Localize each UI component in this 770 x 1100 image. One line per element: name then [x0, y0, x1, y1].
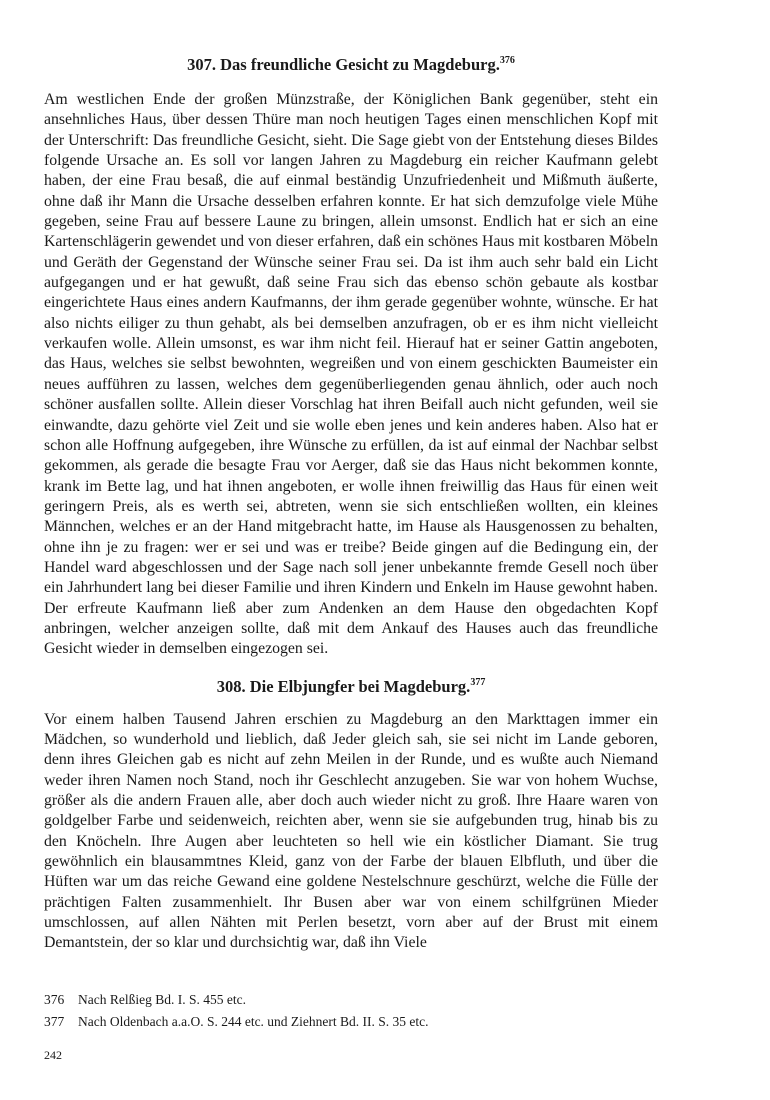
- footnotes: [44, 989, 658, 1033]
- footnote-number: 376: [44, 992, 65, 1007]
- section-title: 307. Das freundliche Gesicht zu Magdeburg.: [187, 55, 500, 74]
- page-number: 242: [44, 1048, 62, 1062]
- footnote-text: Nach Relßieg Bd. I. S. 455 etc.: [78, 992, 246, 1007]
- section-body-308: Vor einem halben Tausend Jahren erschien zu Magdeburg an den Markttagen immer ein Mädchen, so wunderhold und lieblich, daß Jeder gleich sah, sie sei nicht im Lande geboren, denn ihres Gleichen gab es nicht auf zehn Meilen in der Runde, und es wußte auch Niemand weder ihren Namen noch Stand, noch ihr Geschlecht anzugeben. Sie war von hohem Wuchse, größer als die andern Frauen alle, aber doch auch wieder nicht zu groß. Ihre Haare waren von goldgelber Farbe und seidenweich, reichten aber, wenn sie sie aufgebunden trug, hinab bis zu den Knöcheln. Ihre Augen aber leuchteten so hell wie ein köstlicher Diamant. Sie trug gewöhnlich ein blausammtnes Kleid, ganz von der Farbe der blauen Elbfluth, und über die Hüften war um das reiche Gewand eine goldene Nestelschnure geschürzt, welche die Fülle der prächtigen Falten zusammenhielt. Ihr Busen aber war von einem schilfgrünen Mieder umschlossen, auf allen Nähten mit Perlen besetzt, vorn aber auf der Brust mit einem Demantstein, der so klar und durchsichtig war, daß ihn Viele: [44, 710, 658, 952]
- footnote-ref-376[interactable]: 376: [499, 55, 515, 66]
- page-content: [44, 52, 658, 954]
- section-heading-308: [44, 676, 658, 698]
- footnote-text: Nach Oldenbach a.a.O. S. 244 etc. und Ziehnert Bd. II. S. 35 etc.: [78, 1014, 429, 1029]
- section-body-307: Am westlichen Ende der großen Münzstraße, der Königlichen Bank gegenüber, steht ein ansehnliches Haus, über dessen Thüre man noch heutigen Tages einen menschlichen Kopf mit der Unterschrift: Das freundliche Gesicht, sieht. Die Sage giebt von der Entstehung dieses Bildes folgende Ursache an. Es soll vor langen Jahren zu Magdeburg ein reicher Kaufmann gelebt haben, der eine Frau besaß, die auf einmal beständig Unzufriedenheit und Mißmuth äußerte, ohne daß ihr Mann die Ursache desselben erfahren konnte. Er hat sich demzufolge viele Mühe gegeben, seine Frau auf bessere Laune zu bringen, allein umsonst. Endlich hat er sich an eine Kartenschlägerin gewendet und von dieser erfahren, daß ein schönes Haus mit kostbaren Möbeln und Geräth der Gegenstand der Wünsche seiner Frau sei. Da ist ihm auch sehr bald ein Licht aufgegangen und er hat gewußt, daß seine Frau sich das ebenso schön gebaute als kostbar eingerichtete Haus eines andern Kaufmanns, der ihm gerade gegenüber wohnte, wünsche. Er hat also nichts eiliger zu thun gehabt, als bei demselben anzufragen, ob er es ihm nicht vielleicht verkaufen wolle. Allein umsonst, es war ihm nicht feil. Hierauf hat er seiner Gattin angeboten, das Haus, welches sie selbst bewohnten, wegreißen und von einem geschickten Baumeister ein neues aufführen zu lassen, welches dem gegenüberliegenden genau ähnlich, oder auch noch schöner ausfallen sollte. Allein dieser Vorschlag hat ihren Beifall auch nicht gefunden, weil sie einwandte, dazu gehörte viel Zeit und sie wolle eben jenes und kein anderes haben. Also hat er schon alle Hoffnung aufgegeben, ihre Wünsche zu erfüllen, da ist auf einmal der Nachbar selbst gekommen, als gerade die besagte Frau vor Aerger, daß sie das Haus nicht bekommen konnte, krank im Bette lag, und hat ihnen angeboten, er wolle ihnen freiwillig das Haus für einen weit geringern Preis, als es werth sei, abtreten, wenn sie sich entschließen wollten, ein kleines Männchen, welches er an der Hand mitgebracht hatte, im Hause als Hausgenossen zu behalten, ohne ihn je zu fragen: wer er sei und was er treibe? Beide gingen auf die Bedingung ein, der Handel ward abgeschlossen und der Sage nach soll jener unbekannte fremde Gesell noch über ein Jahrhundert lang bei dieser Familie und ihren Kindern und Enkeln im Hause gewohnt haben. Der erfreute Kaufmann ließ aber zum Andenken an dem Hause den obgedachten Kopf anbringen, welcher anzeigen sollte, daß mit dem Ankauf des Hauses auch das freundliche Gesicht wieder in demselben eingezogen sei.: [44, 91, 658, 658]
- section-title: 308. Die Elbjungfer bei Magdeburg.: [216, 676, 471, 696]
- footnote-377: [44, 1011, 658, 1033]
- footnote-number: 377: [44, 1014, 65, 1029]
- section-heading-307: [44, 54, 658, 76]
- footnote-ref-377[interactable]: 377: [470, 676, 486, 688]
- footnote-376: [44, 989, 658, 1011]
